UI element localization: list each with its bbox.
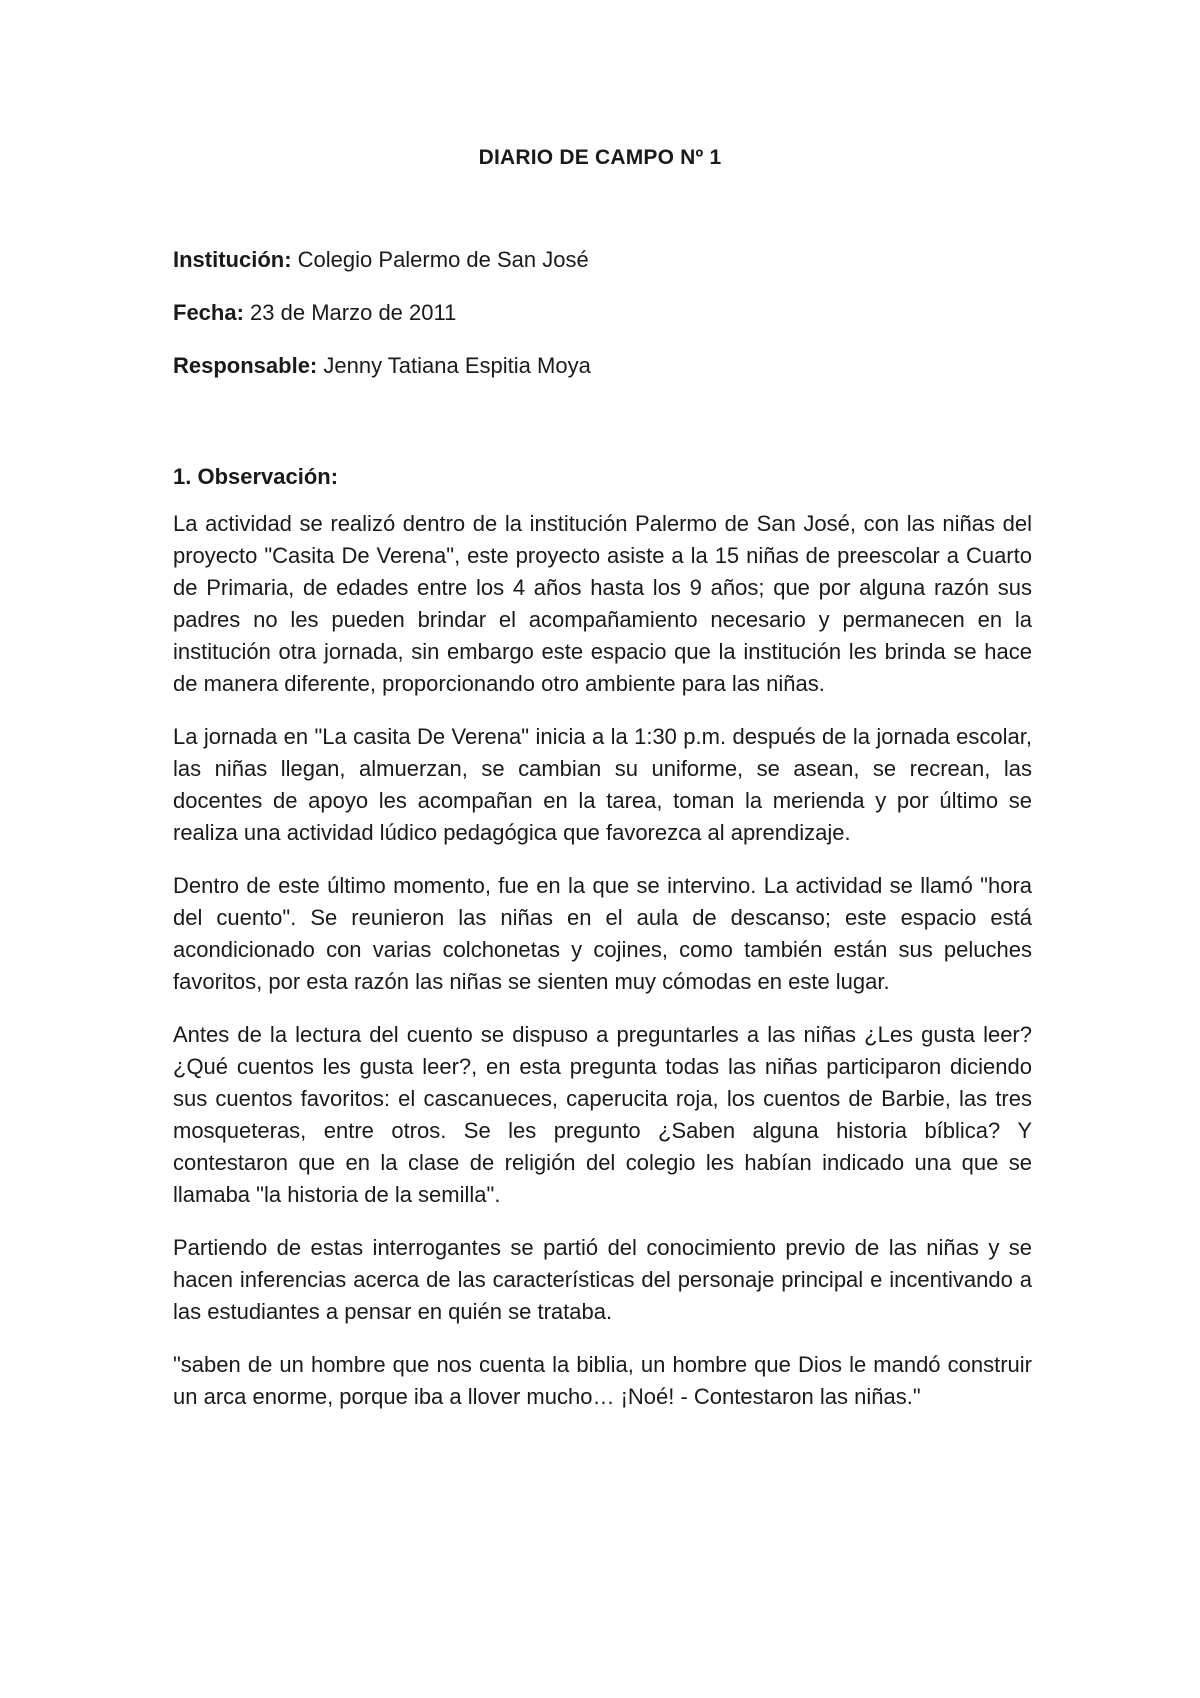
field-responsible [173, 353, 591, 379]
observation-body [173, 508, 1032, 1434]
paragraph: Antes de la lectura del cuento se dispuso a preguntarles a las niñas ¿Les gusta leer? ¿Qué cuentos les gusta leer?, en esta pregunta todas las niñas participaron diciendo sus cuentos favoritos: el cascanueces, caperucita roja, los cuentos de Barbie, las tres mosqueteras, entre otros. Se les pregunto ¿Saben alguna historia bíblica? Y contestaron que en la clase de religión del colegio les habían indicado una que se llamaba "la historia de la semilla". [173, 1022, 1032, 1207]
field-institution [173, 247, 589, 273]
field-responsible-label: Responsable: [173, 353, 318, 378]
field-responsible-value: Jenny Tatiana Espitia Moya [323, 353, 591, 378]
field-institution-label: Institución: [173, 247, 292, 272]
field-date [173, 300, 456, 326]
paragraph: La actividad se realizó dentro de la institución Palermo de San José, con las niñas del proyecto "Casita De Verena", este proyecto asiste a la 15 niñas de preescolar a Cuarto de Primaria, de edades entre los 4 años hasta los 9 años; que por alguna razón sus padres no les pueden brindar el acompañamiento necesario y permanecen en la institución otra jornada, sin embargo este espacio que la institución les brinda se hace de manera diferente, proporcionando otro ambiente para las niñas. [173, 511, 1032, 696]
document-title: DIARIO DE CAMPO Nº 1 [478, 146, 722, 169]
paragraph: Partiendo de estas interrogantes se partió del conocimiento previo de las niñas y se hacen inferencias acerca de las características del personaje principal e incentivando a las estudiantes a pensar en quién se trataba. [173, 1235, 1032, 1324]
field-date-value: 23 de Marzo de 2011 [250, 300, 457, 325]
field-date-label: Fecha: [173, 300, 244, 325]
section-heading-observation: 1. Observación: [173, 464, 339, 489]
field-institution-value: Colegio Palermo de San José [297, 247, 589, 272]
paragraph: "saben de un hombre que nos cuenta la biblia, un hombre que Dios le mandó construir un arca enorme, porque iba a llover mucho… ¡Noé! - Contestaron las niñas." [173, 1352, 1032, 1409]
paragraph: La jornada en "La casita De Verena" inicia a la 1:30 p.m. después de la jornada escolar, las niñas llegan, almuerzan, se cambian su uniforme, se asean, se recrean, las docentes de apoyo les acompañan en la tarea, toman la merienda y por último se realiza una actividad lúdico pedagógica que favorezca al aprendizaje. [173, 724, 1032, 845]
paragraph: Dentro de este último momento, fue en la que se intervino. La actividad se llamó "hora del cuento". Se reunieron las niñas en el aula de descanso; este espacio está acondicionado con varias colchonetas y cojines, como también están sus peluches favoritos, por esta razón las niñas se sienten muy cómodas en este lugar. [173, 873, 1032, 994]
